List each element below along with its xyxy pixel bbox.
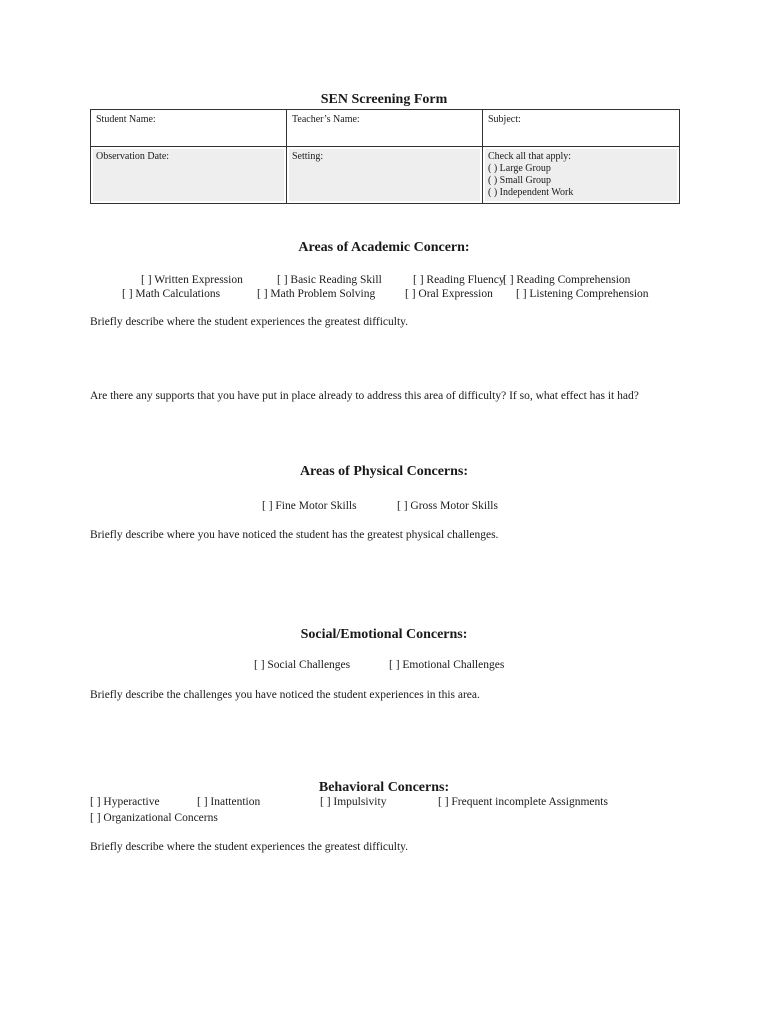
hyperactive-option[interactable]: [ ] Hyperactive xyxy=(90,796,160,808)
oral-expression-option[interactable]: [ ] Oral Expression xyxy=(405,288,493,300)
emotional-challenges-option[interactable]: [ ] Emotional Challenges xyxy=(389,659,505,671)
academic-supports-prompt: Are there any supports that you have put in place already to address this area of difficulty? If so, what effect has it had? xyxy=(90,390,639,402)
subject-label: Subject: xyxy=(488,114,521,125)
large-group-option[interactable]: ( ) Large Group xyxy=(488,163,551,174)
teacher-name-cell[interactable] xyxy=(287,110,483,147)
small-group-option[interactable]: ( ) Small Group xyxy=(488,175,552,186)
behavioral-difficulty-prompt: Briefly describe where the student experiences the greatest difficulty. xyxy=(90,841,409,853)
student-info-table xyxy=(90,109,680,204)
physical-concern-heading: Areas of Physical Concerns: xyxy=(299,464,469,479)
impulsivity-option[interactable]: [ ] Impulsivity xyxy=(320,796,387,808)
basic-reading-skill-option[interactable]: [ ] Basic Reading Skill xyxy=(277,274,382,286)
reading-comprehension-option[interactable]: [ ] Reading Comprehension xyxy=(503,274,631,286)
written-expression-option[interactable]: [ ] Written Expression xyxy=(141,274,243,286)
social-challenges-prompt: Briefly describe the challenges you have noticed the student experiences in this area. xyxy=(90,689,480,701)
organizational-concerns-option[interactable]: [ ] Organizational Concerns xyxy=(90,812,218,824)
academic-concern-heading: Areas of Academic Concern: xyxy=(298,240,470,255)
reading-fluency-option[interactable]: [ ] Reading Fluency xyxy=(413,274,505,286)
gross-motor-skills-option[interactable]: [ ] Gross Motor Skills xyxy=(397,500,498,512)
student-name-label: Student Name: xyxy=(96,114,156,125)
student-name-cell[interactable] xyxy=(91,110,287,147)
physical-challenges-prompt: Briefly describe where you have noticed the student has the greatest physical challenges. xyxy=(90,529,499,541)
setting-label: Setting: xyxy=(292,151,324,162)
setting-cell[interactable] xyxy=(287,147,483,204)
math-calculations-option[interactable]: [ ] Math Calculations xyxy=(122,288,221,300)
academic-difficulty-prompt: Briefly describe where the student experiences the greatest difficulty. xyxy=(90,316,409,328)
check-all-label: Check all that apply: xyxy=(488,151,572,162)
inattention-option[interactable]: [ ] Inattention xyxy=(197,796,261,808)
independent-work-option[interactable]: ( ) Independent Work xyxy=(488,187,574,198)
fine-motor-skills-option[interactable]: [ ] Fine Motor Skills xyxy=(262,500,357,512)
math-problem-solving-option[interactable]: [ ] Math Problem Solving xyxy=(257,288,376,300)
observation-date-cell[interactable] xyxy=(91,147,287,204)
teacher-name-label: Teacher’s Name: xyxy=(292,114,360,125)
observation-date-label: Observation Date: xyxy=(96,151,170,162)
behavioral-concern-heading: Behavioral Concerns: xyxy=(318,780,450,795)
subject-cell[interactable] xyxy=(483,110,680,147)
social-challenges-option[interactable]: [ ] Social Challenges xyxy=(254,659,351,671)
social-emotional-heading: Social/Emotional Concerns: xyxy=(300,627,468,642)
listening-comprehension-option[interactable]: [ ] Listening Comprehension xyxy=(516,288,649,300)
group-check-cell xyxy=(483,147,680,204)
form-title: SEN Screening Form xyxy=(320,92,448,107)
frequent-incomplete-assignments-option[interactable]: [ ] Frequent incomplete Assignments xyxy=(438,796,608,808)
